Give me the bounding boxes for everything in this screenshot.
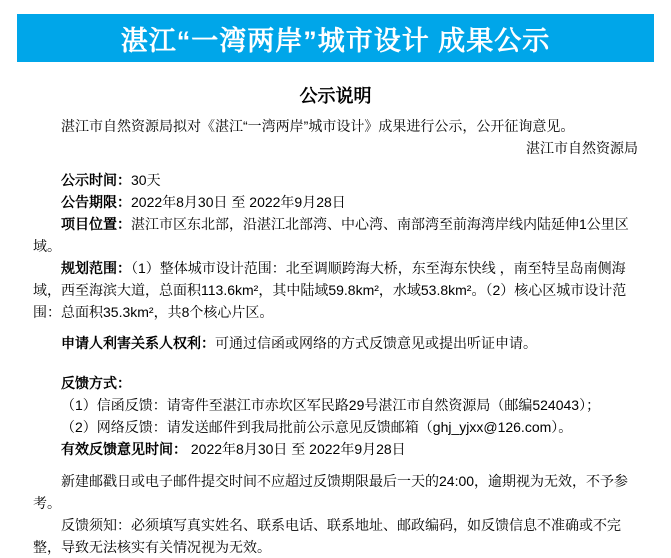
field-scope xyxy=(33,257,638,323)
field-time xyxy=(33,169,638,191)
field-scope-label: 规划范围： xyxy=(61,260,131,276)
rights-label: 申请人利害关系人权利： xyxy=(61,335,215,351)
header-banner xyxy=(17,14,654,62)
rights-section xyxy=(33,332,638,354)
field-location-label: 项目位置： xyxy=(61,216,131,232)
field-period-label: 公告期限： xyxy=(61,194,131,210)
feedback-valid-line xyxy=(33,438,638,460)
field-location-value: 湛江市区东北部，沿湛江北部湾、中心湾、南部湾至前海湾岸线内陆延伸1公里区域。 xyxy=(33,216,629,254)
fields-section xyxy=(33,169,638,323)
intro-paragraph: 湛江市自然资源局拟对《湛江“一湾两岸”城市设计》成果进行公示，公开征询意见。 xyxy=(61,118,575,134)
field-period-value: 2022年8月30日 至 2022年9月28日 xyxy=(131,194,346,210)
notice-note: 反馈须知：必须填写真实姓名、联系电话、联系地址、邮政编码，如反馈信息不准确或不完整，导致无法核实有关情况视为无效。 xyxy=(33,517,621,555)
rights-value: 可通过信函或网络的方式反馈意见或提出听证申请。 xyxy=(215,335,537,351)
rights-paragraph xyxy=(33,332,638,354)
signature-line: 湛江市自然资源局 xyxy=(526,140,638,156)
closing-section xyxy=(33,470,638,558)
document-heading: 公示说明 xyxy=(299,86,372,106)
feedback-valid-label: 有效反馈意见时间： xyxy=(61,441,187,457)
feedback-valid-value: 2022年8月30日 至 2022年9月28日 xyxy=(187,441,406,457)
field-time-value: 30天 xyxy=(131,172,161,188)
feedback-online-line: （2）网络反馈：请发送邮件到我局批前公示意见反馈邮箱（ghj_yjxx@126.com）。 xyxy=(61,419,573,435)
intro-section xyxy=(33,115,638,159)
feedback-label: 反馈方式： xyxy=(61,375,131,391)
feedback-section xyxy=(33,372,638,460)
field-period xyxy=(33,191,638,213)
feedback-mail-line: （1）信函反馈：请寄件至湛江市赤坎区军民路29号湛江市自然资源局（邮编524043）； xyxy=(61,397,601,413)
feedback-label-line xyxy=(33,372,638,394)
field-time-label: 公示时间： xyxy=(61,172,131,188)
document-body xyxy=(33,115,638,558)
deadline-note: 新建邮戳日或电子邮件提交时间不应超过反馈期限最后一天的24:00，逾期视为无效，不予参考。 xyxy=(33,473,629,511)
field-scope-value: （1）整体城市设计范围：北至调顺跨海大桥，东至海东快线 ，南至特呈岛南侧海域，西至海滨大道，总面积113.6km²，其中陆域59.8km²，水域53.8km²。（2）核心区城市设计范围：总面积35.3km²，共8个核心片区。 xyxy=(33,260,627,320)
banner-title: 湛江“一湾两岸”城市设计 成果公示 xyxy=(120,25,551,56)
field-location xyxy=(33,213,638,257)
notice-page xyxy=(0,14,671,555)
